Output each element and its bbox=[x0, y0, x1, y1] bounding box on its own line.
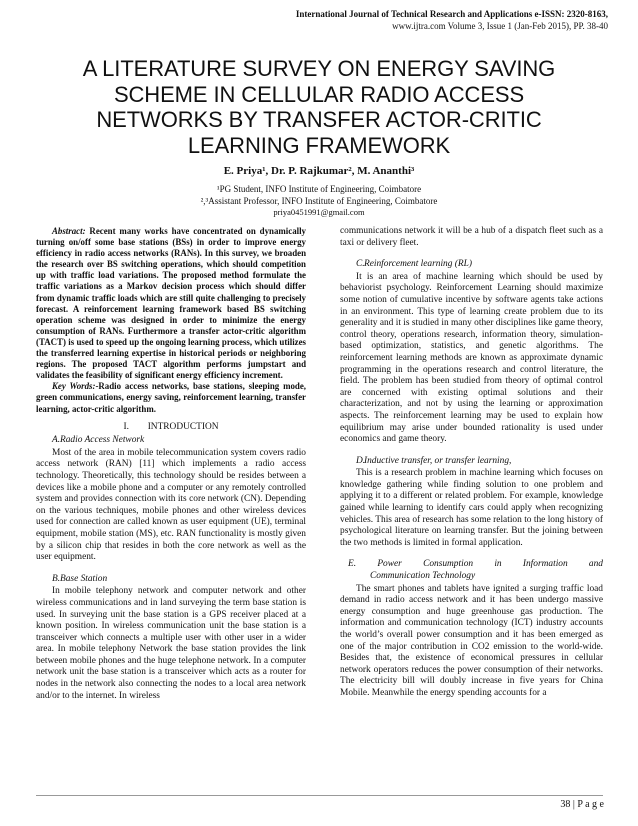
abstract bbox=[36, 226, 306, 381]
author-email[interactable]: priya0451991@gmail.com bbox=[273, 207, 365, 217]
subsection-heading-base-station bbox=[36, 574, 306, 586]
right-column bbox=[340, 226, 603, 700]
subsection-title: Inductive transfer, or transfer learning, bbox=[364, 455, 512, 466]
heading-word: Power bbox=[377, 559, 402, 570]
left-column bbox=[36, 226, 306, 702]
subsection-heading-transfer-learning bbox=[340, 456, 603, 468]
paragraph-power-consumption: The smart phones and tablets have ignited a surging traffic load demand in radio access network and it has been undergo massive energy consumption and huge greenhouse gas production. The information and communication technology (ICT) industry accounts the world’s overall power consumption and it has been emerged as one of the major contribution in CO2 emission to the world-wide. Besides that, the existence of economical pressures in cellular network operators reduces the power consumption of their networks. The electricity bill will doubly increase in five years for China Mobile. Meanwhile the energy spending accounts for a bbox=[340, 583, 603, 698]
keywords bbox=[36, 381, 306, 414]
paper-title bbox=[30, 56, 608, 158]
affiliation-2: ²,³Assistant Professor, INFO Institute of Engineering, Coimbatore bbox=[200, 196, 438, 206]
journal-header bbox=[296, 8, 608, 32]
affiliation-1: ¹PG Student, INFO Institute of Engineering, Coimbatore bbox=[216, 184, 422, 194]
footer-divider bbox=[36, 795, 603, 796]
heading-word: Consumption bbox=[423, 559, 474, 570]
page-separator: | bbox=[570, 799, 578, 810]
section-title: INTRODUCTION bbox=[147, 421, 219, 432]
subsection-label: C. bbox=[356, 259, 365, 270]
page-label: P a g e bbox=[577, 799, 604, 810]
abstract-text: Recent many works have concentrated on dynamically turning on/off some base stations (BSs) in order to improve energy efficiency in radio access networks (RANs). In this survey, we broaden the research over BS switching operations, which should competition up with traffic load variations. The proposed method formulate the traffic variations as a Markov decision process which should differ from dynamic traffic loads which are still quite challenging to precisely forecast. A reinforcement learning framework based BS switching operation scheme was designed in order to minimize the energy consumption of RANs. Furthermore a transfer actor-critic algorithm (TACT) is used to speed up the ongoing learning process, which utilizes the transferred learning expertise in historical periods or neighboring regions. The proposed TACT algorithm performs jumpstart and validates the feasibility of significant energy efficiency increment. bbox=[36, 226, 306, 381]
page-footer bbox=[560, 799, 604, 810]
subsection-heading-reinforcement-learning bbox=[340, 259, 603, 271]
subsection-title-line2: Communication Technology bbox=[370, 571, 476, 582]
title-line: SCHEME IN CELLULAR RADIO ACCESS bbox=[113, 81, 525, 107]
subsection-label: A. bbox=[52, 435, 61, 446]
subsection-title: Radio Access Network bbox=[60, 435, 145, 446]
paragraph-radio-access: Most of the area in mobile telecommunication system covers radio access network (RAN) [11] which implements a radio access technology. Theoretically, this technology should be resides between a devices like a mobile phone and a computer or any remotely controlled system and provides connection with its core network (CN). Depending on the various techniques, mobile phones and other wireless devices used for connection are called known as user equipment (UE), terminal equipment, mobile station (MS), etc. RAN functionality is mostly given by a silicon chip that resides in both the core network as well as the user equipment. bbox=[36, 447, 306, 563]
paragraph-base-station-continued: communications network it will be a hub of a dispatch fleet such as a taxi or delivery fleet. bbox=[340, 226, 603, 248]
author-list: E. Priya¹, Dr. P. Rajkumar², M. Ananthi³ bbox=[223, 165, 415, 177]
keywords-text: -Radio access networks, base stations, sleeping mode, green communications, energy saving, reinforcement learning, transfer learning, actor-critic algorithm. bbox=[36, 381, 306, 414]
paragraph-transfer-learning: This is a research problem in machine learning which focuses on knowledge gathering while finding solution to one problem and applying it to a different or related problem. For example, knowledge gained while learning to identify cars could apply when recognizing vehicles. This area of research has some relation to the long history of psychological literature on learning transfer. But the joining between the two methods is limited in formal application. bbox=[340, 468, 603, 548]
journal-header-line2: www.ijtra.com Volume 3, Issue 1 (Jan-Feb 2015), PP. 38-40 bbox=[392, 21, 608, 31]
title-line: NETWORKS BY TRANSFER ACTOR-CRITIC bbox=[96, 107, 542, 132]
paragraph-reinforcement-learning: It is an area of machine learning which should be used by behaviorist psychology. Reinforcement Learning should maximize some notion of cumulative incentive by software agents take actions in an environment. This type of learning create problem due to its generality and it is studied in many other disciplines like game theory, control theory, operations research, information theory, simulation-based optimization, statistics, and genetic algorithms. The reinforcement learning methods are known as approximate dynamic programming in the operations research and control literature, the field. The problem has been studied from theory of optimal control are concerned with existing optimal solutions and their characterization, and not by using the learning or approximation aspects. The reinforcement learning may be used to explain how equilibrium may arise under bounded rationality is used under economics and game theory. bbox=[340, 271, 603, 445]
heading-word: in bbox=[494, 559, 502, 570]
keywords-label: Key Words: bbox=[52, 381, 96, 392]
page-number: 38 bbox=[560, 799, 571, 810]
heading-word: Information bbox=[522, 559, 568, 570]
section-number: I. bbox=[123, 421, 129, 432]
title-line: A LITERATURE SURVEY ON ENERGY SAVING bbox=[82, 56, 556, 81]
journal-header-line1: International Journal of Technical Research and Applications e-ISSN: 2320-8163, bbox=[295, 9, 608, 19]
title-line: LEARNING FRAMEWORK bbox=[187, 132, 451, 158]
subsection-label: B. bbox=[52, 573, 61, 584]
heading-word: and bbox=[588, 559, 603, 570]
subsection-label: E. bbox=[348, 559, 357, 570]
paragraph-base-station: In mobile telephony network and computer network and other wireless communications and in land surveying the term base station is used. In surveying unit the base station is a GPS receiver placed at a known position. In wireless communication unit the base station is a transceiver which connects a multiple user with other user in a wider area. In mobile telephony Network the base station provides the link between mobile phones and the huge telephone network. In a computer network unit the base station is a transceiver which acts as a router for nodes in the network also connecting the nodes to a local area network and/or to the internet. In wireless bbox=[36, 586, 306, 701]
abstract-label: Abstract: bbox=[52, 226, 86, 236]
subsection-title: Base Station bbox=[60, 573, 108, 584]
subsection-heading-power-consumption bbox=[340, 559, 603, 582]
subsection-title: Reinforcement learning (RL) bbox=[364, 259, 472, 270]
section-heading-introduction bbox=[36, 422, 306, 434]
subsection-heading-radio-access bbox=[36, 435, 306, 447]
subsection-label: D. bbox=[356, 455, 366, 466]
